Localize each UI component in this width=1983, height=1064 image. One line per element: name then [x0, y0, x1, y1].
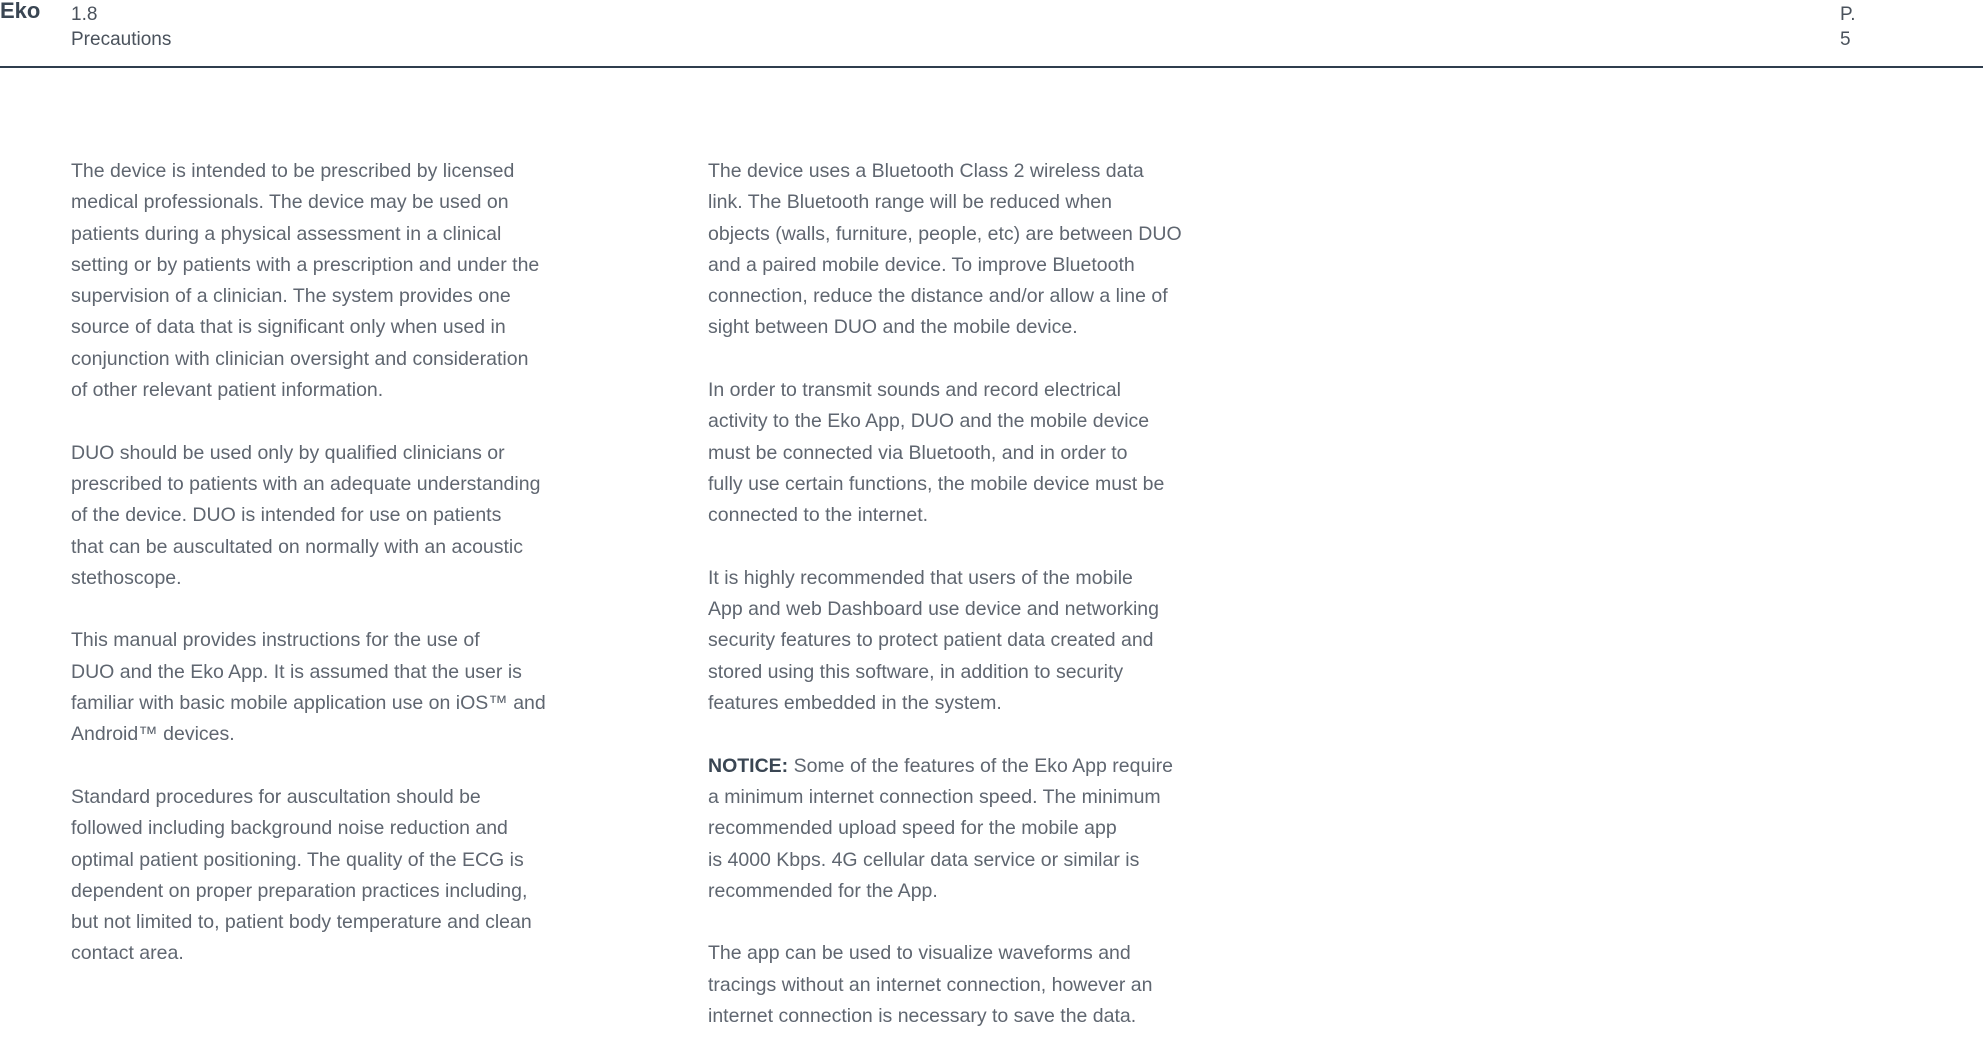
- paragraph-offline-use: The app can be used to visualize waveforms and tracings without an internet connection, however an internet connection is necessary to save the data.: [708, 942, 1153, 1028]
- page-header: [0, 0, 1983, 68]
- paragraph-security: It is highly recommended that users of the mobile App and web Dashboard use device and networking security features to protect patient data created and stored using this software, in addition to security features embedded in the system.: [708, 566, 1159, 715]
- section-title: Precautions: [71, 29, 172, 50]
- paragraph-bluetooth: The device uses a Bluetooth Class 2 wireless data link. The Bluetooth range will be reduced when objects (walls, furniture, people, etc) are between DUO and a paired mobile device. To improve Bluetooth connection, reduce the distance and/or allow a line of sight between DUO and the mobile device.: [708, 160, 1182, 339]
- page-indicator: [1840, 2, 1856, 52]
- notice-paragraph: [708, 751, 1218, 907]
- section-heading: [71, 2, 171, 52]
- page-label: P.: [1840, 4, 1856, 25]
- paragraph-manual-scope: This manual provides instructions for the use of DUO and the Eko App. It is assumed that the user is familiar with basic mobile application use on iOS™ and Android™ devices.: [71, 629, 546, 746]
- paragraph-qualified-users: DUO should be used only by qualified clinicians or prescribed to patients with an adequate understanding of the device. DUO is intended for use on patients that can be auscultated on normally with an acoustic stethoscope.: [71, 441, 541, 589]
- paragraph-intended-use: The device is intended to be prescribed by licensed medical professionals. The device may be used on patients during a physical assessment in a clinical setting or by patients with a prescription and under the supervision of a clinician. The system provides one source of data that is significant only when used in conjunction with clinician oversight and consideration of other relevant patient information.: [71, 160, 540, 402]
- notice-text: Some of the features of the Eko App require a minimum internet connection speed. The minimum recommended upload speed for the mobile app is 4000 Kbps. 4G cellular data service or similar is recommended for the App.: [708, 754, 1173, 902]
- page-number: 5: [1840, 29, 1851, 50]
- right-column: [708, 156, 1218, 1064]
- paragraph-connectivity: In order to transmit sounds and record electrical activity to the Eko App, DUO and the mobile device must be connected via Bluetooth, and in order to fully use certain functions, the mobile device must be connected to the internet.: [708, 379, 1165, 527]
- section-number: 1.8: [71, 4, 98, 25]
- eko-logo: Eko: [0, 0, 41, 23]
- paragraph-auscultation-procedures: Standard procedures for auscultation should be followed including background noise reduction and optimal patient positioning. The quality of the ECG is dependent on proper preparation practices including, but not limited to, patient body temperature and clean contact area.: [71, 785, 532, 965]
- left-column: [71, 156, 581, 1001]
- notice-label: NOTICE:: [708, 754, 789, 777]
